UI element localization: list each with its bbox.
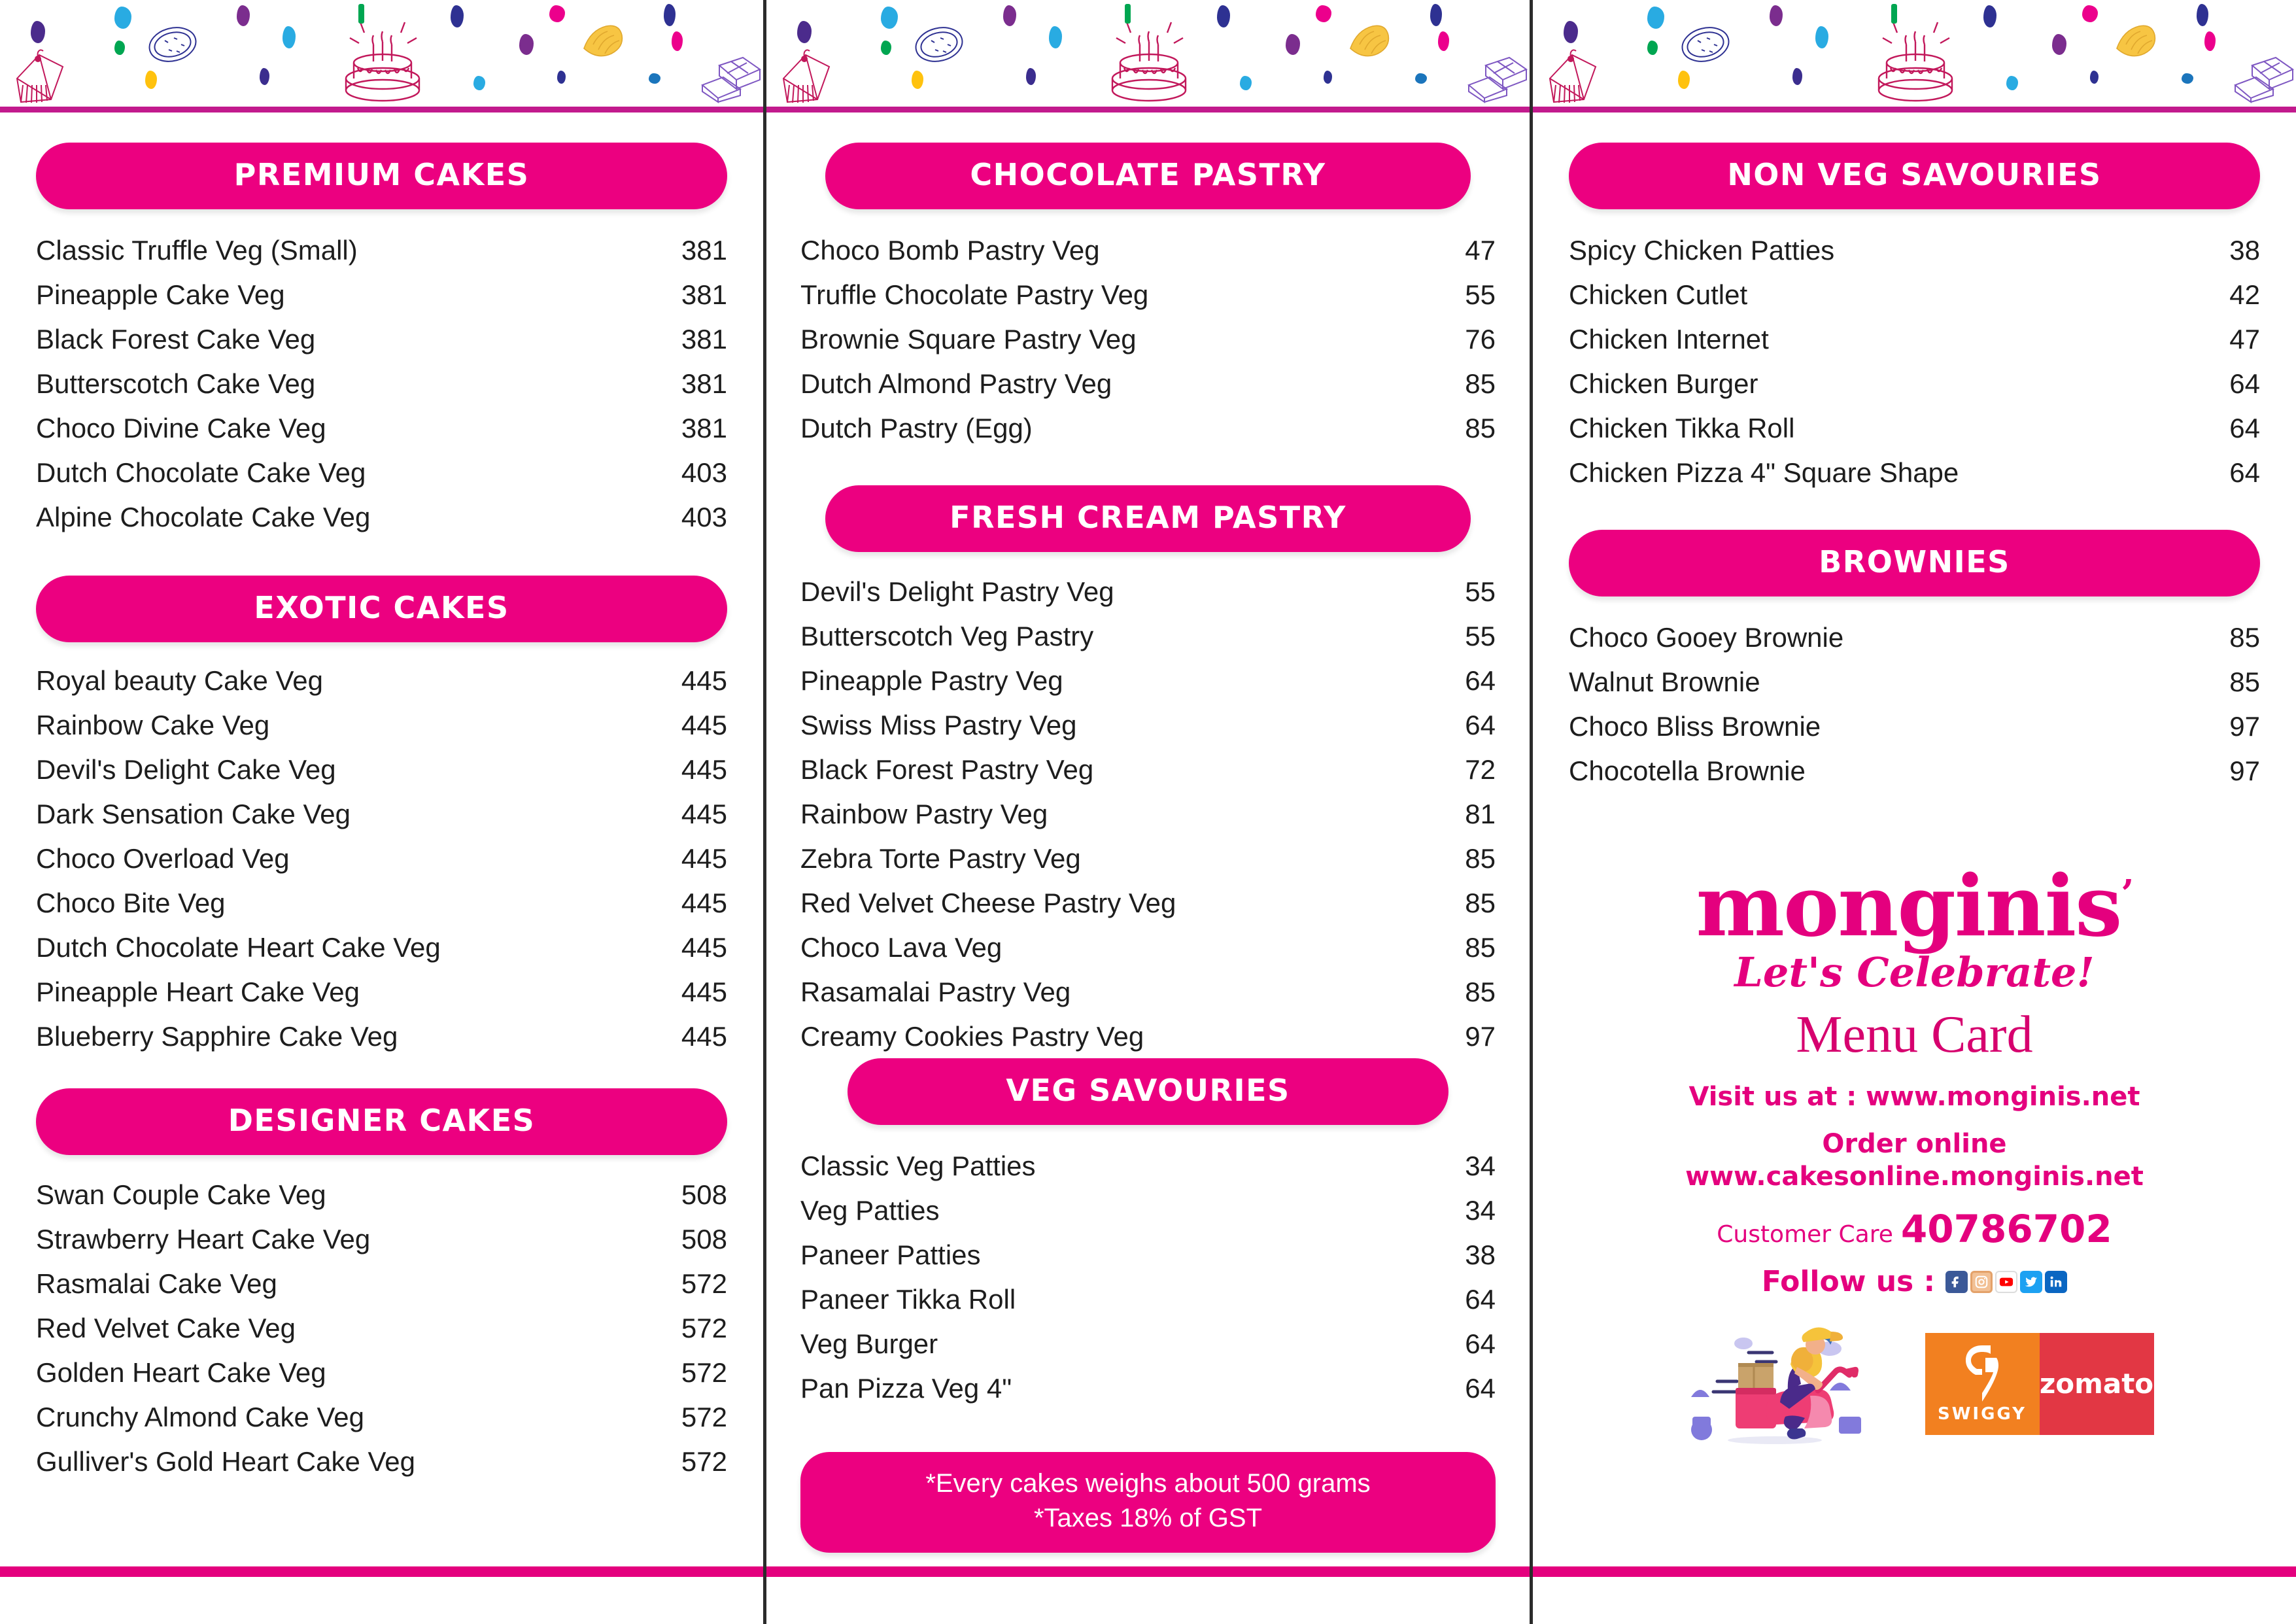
item-price: 572 (681, 1268, 727, 1299)
item-name: Devil's Delight Cake Veg (36, 754, 336, 785)
section-header-premium-cakes: PREMIUM CAKES (36, 143, 727, 209)
menu-row (36, 934, 727, 961)
item-name: Pineapple Pastry Veg (800, 665, 1063, 696)
item-list-veg-savouries (800, 1152, 1496, 1402)
item-name: Chicken Cutlet (1569, 279, 1748, 310)
confetti-piece (2204, 31, 2216, 51)
menu-row (800, 237, 1496, 264)
cake-slice-doodle-icon (12, 47, 67, 106)
item-price: 64 (1465, 665, 1496, 696)
menu-row (1569, 326, 2260, 353)
confetti-piece (1647, 7, 1664, 29)
menu-row (1569, 281, 2260, 309)
confetti-piece (1026, 68, 1036, 85)
menu-row (800, 623, 1496, 650)
confetti-piece (1983, 5, 1996, 27)
bottom-rule (1533, 1566, 2296, 1577)
youtube-icon[interactable] (1995, 1271, 2017, 1293)
birthday-cake-doodle-icon (1868, 13, 1966, 105)
menu-row (36, 667, 727, 695)
order-online-url[interactable]: www.cakesonline.monginis.net (1685, 1162, 2144, 1192)
menu-row (800, 890, 1496, 917)
item-name: Zebra Torte Pastry Veg (800, 843, 1081, 874)
bottom-rule (0, 1566, 763, 1577)
section-header-chocolate-pastry: CHOCOLATE PASTRY (825, 143, 1471, 209)
confetti-piece (1125, 4, 1131, 24)
menu-row (36, 415, 727, 442)
confetti-piece (114, 7, 131, 29)
menu-row (36, 845, 727, 872)
section-header-veg-savouries: VEG SAVOURIES (848, 1058, 1448, 1125)
item-price: 572 (681, 1313, 727, 1343)
menu-row (1569, 415, 2260, 442)
confetti-piece (557, 71, 566, 84)
cookie-doodle-icon (912, 25, 967, 64)
menu-row (800, 1330, 1496, 1358)
panel-center-body (766, 112, 1530, 1624)
menu-row (36, 1448, 727, 1476)
confetti-piece (473, 76, 485, 90)
item-price: 572 (681, 1446, 727, 1477)
item-name: Dutch Chocolate Heart Cake Veg (36, 932, 441, 963)
item-price: 64 (2229, 457, 2260, 488)
menu-row (1569, 757, 2260, 785)
item-name: Truffle Chocolate Pastry Veg (800, 279, 1149, 310)
item-name: Chicken Burger (1569, 368, 1758, 399)
item-price: 445 (681, 799, 727, 829)
confetti-piece (1217, 5, 1230, 27)
menu-row (36, 281, 727, 309)
item-name: Dutch Chocolate Cake Veg (36, 457, 366, 488)
cookie-doodle-icon (1678, 25, 1734, 64)
confetti-piece (1647, 41, 1658, 55)
confetti-piece (912, 71, 923, 89)
item-name: Golden Heart Cake Veg (36, 1357, 326, 1388)
confetti-piece (237, 5, 250, 26)
menu-row (36, 978, 727, 1006)
menu-row (1569, 624, 2260, 651)
item-name: Creamy Cookies Pastry Veg (800, 1021, 1144, 1052)
item-price: 381 (681, 413, 727, 443)
item-price: 72 (1465, 754, 1496, 785)
birthday-cake-doodle-icon (1102, 13, 1200, 105)
confetti-piece (2090, 71, 2099, 84)
item-price: 445 (681, 843, 727, 874)
section-header-designer-cakes: DESIGNER CAKES (36, 1088, 727, 1155)
disclaimer-note (800, 1452, 1496, 1553)
item-name: Black Forest Pastry Veg (800, 754, 1094, 785)
item-name: Dutch Almond Pastry Veg (800, 368, 1112, 399)
item-name: Walnut Brownie (1569, 666, 1760, 697)
item-list-exotic-cakes (36, 667, 727, 1050)
item-price: 445 (681, 1021, 727, 1052)
menu-row (1569, 713, 2260, 740)
item-name: Blueberry Sapphire Cake Veg (36, 1021, 398, 1052)
item-list-chocolate-pastry (800, 237, 1496, 442)
order-online-block (1569, 1128, 2260, 1193)
item-price: 34 (1465, 1150, 1496, 1181)
item-name: Choco Overload Veg (36, 843, 290, 874)
item-price: 64 (1465, 1373, 1496, 1404)
item-price: 445 (681, 710, 727, 740)
item-name: Veg Patties (800, 1195, 940, 1226)
confetti-piece (1430, 4, 1442, 26)
item-price: 85 (1465, 413, 1496, 443)
twitter-icon[interactable] (2020, 1271, 2042, 1293)
item-name: Veg Burger (800, 1328, 938, 1359)
disclaimer-line-1: *Every cakes weighs about 500 grams (925, 1469, 1371, 1498)
item-name: Devil's Delight Pastry Veg (800, 576, 1114, 607)
confetti-piece (519, 34, 534, 55)
item-price: 403 (681, 502, 727, 532)
menu-row (1569, 459, 2260, 487)
confetti-piece (1891, 4, 1897, 24)
item-price: 445 (681, 754, 727, 785)
confetti-piece (881, 7, 898, 29)
menu-row (36, 1226, 727, 1253)
confetti-piece (2082, 5, 2098, 22)
item-price: 76 (1465, 324, 1496, 354)
section-header-non-veg-savouries: NON VEG SAVOURIES (1569, 143, 2260, 209)
confetti-piece (1240, 76, 1252, 90)
chocolate-bar-doodle-icon (1466, 51, 1528, 103)
item-name: Choco Lava Veg (800, 932, 1002, 963)
panel-center (766, 0, 1533, 1624)
swiggy-label: SWIGGY (1937, 1404, 2027, 1424)
confetti-piece (881, 41, 891, 55)
menu-row (36, 370, 727, 398)
item-name: Rasmalai Cake Veg (36, 1268, 277, 1299)
item-name: Swan Couple Cake Veg (36, 1179, 326, 1210)
delivery-partners (1569, 1319, 2260, 1449)
confetti-piece (664, 4, 676, 26)
confetti-piece (2006, 76, 2018, 90)
menu-row (800, 1286, 1496, 1313)
item-name: Choco Bliss Brownie (1569, 711, 1821, 742)
zomato-label: zomato (2039, 1368, 2154, 1400)
confetti-piece (797, 21, 812, 43)
website-line[interactable]: Visit us at : www.monginis.net (1688, 1082, 2140, 1112)
menu-row (36, 756, 727, 784)
menu-row (800, 1197, 1496, 1224)
item-name: Classic Veg Patties (800, 1150, 1036, 1181)
item-price: 47 (2229, 324, 2260, 354)
item-name: Chicken Internet (1569, 324, 1769, 354)
logo-tick-icon: ’ (2121, 871, 2133, 916)
item-price: 64 (2229, 368, 2260, 399)
brand-block (1569, 857, 2260, 1449)
menu-row (36, 504, 727, 531)
item-name: Butterscotch Veg Pastry (800, 621, 1094, 651)
item-price: 34 (1465, 1195, 1496, 1226)
cake-slice-doodle-icon (778, 47, 834, 106)
menu-row (36, 712, 727, 739)
menu-row (800, 415, 1496, 442)
menu-row (36, 890, 727, 917)
chocolate-bar-doodle-icon (700, 51, 762, 103)
confetti-piece (31, 21, 45, 43)
item-list-non-veg-savouries (1569, 237, 2260, 487)
menu-row (36, 1404, 727, 1431)
item-price: 97 (2229, 711, 2260, 742)
item-name: Strawberry Heart Cake Veg (36, 1224, 371, 1254)
swiggy-logo[interactable] (1925, 1333, 2040, 1435)
confetti-piece (451, 5, 464, 27)
item-price: 381 (681, 368, 727, 399)
item-price: 38 (2229, 235, 2260, 266)
menu-card-title: Menu Card (1796, 1006, 2033, 1063)
item-price: 81 (1465, 799, 1496, 829)
item-price: 381 (681, 324, 727, 354)
customer-care (1569, 1207, 2260, 1251)
item-price: 508 (681, 1224, 727, 1254)
app-logos (1925, 1333, 2154, 1435)
item-price: 42 (2229, 279, 2260, 310)
item-name: Chicken Pizza 4" Square Shape (1569, 457, 1959, 488)
confetti-piece (1049, 26, 1062, 48)
menu-row (800, 1241, 1496, 1269)
item-price: 508 (681, 1179, 727, 1210)
confetti-piece (1678, 71, 1690, 89)
item-name: Dutch Pastry (Egg) (800, 413, 1033, 443)
menu-row (800, 845, 1496, 872)
menu-row (800, 934, 1496, 961)
confetti-band-right (1533, 0, 2296, 112)
item-name: Alpine Chocolate Cake Veg (36, 502, 371, 532)
menu-row (800, 1375, 1496, 1402)
panel-right (1533, 0, 2296, 1624)
confetti-piece (1770, 5, 1783, 26)
section-header-brownies: BROWNIES (1569, 530, 2260, 596)
confetti-piece (2182, 73, 2193, 84)
confetti-piece (1564, 21, 1578, 43)
menu-row (800, 1023, 1496, 1050)
confetti-piece (114, 41, 125, 55)
menu-row (36, 1315, 727, 1342)
social-icons (1945, 1271, 2067, 1293)
item-price: 445 (681, 932, 727, 963)
confetti-piece (2197, 4, 2208, 26)
menu-row (36, 801, 727, 828)
item-price: 572 (681, 1357, 727, 1388)
panel-left (0, 0, 766, 1624)
menu-row (1569, 668, 2260, 696)
item-price: 64 (1465, 710, 1496, 740)
confetti-piece (283, 26, 296, 48)
item-price: 64 (1465, 1284, 1496, 1315)
confetti-piece (649, 73, 660, 84)
menu-row (800, 578, 1496, 606)
confetti-piece (1286, 34, 1300, 55)
cake-slice-doodle-icon (1545, 47, 1600, 106)
bottom-rule (766, 1566, 1530, 1577)
follow-us (1569, 1265, 2260, 1298)
menu-row (36, 237, 727, 264)
item-name: Swiss Miss Pastry Veg (800, 710, 1077, 740)
menu-row (800, 801, 1496, 828)
item-name: Paneer Patties (800, 1239, 981, 1270)
confetti-piece (1415, 73, 1427, 84)
menu-row (800, 370, 1496, 398)
confetti-band-left (0, 0, 763, 112)
confetti-piece (549, 5, 565, 22)
item-price: 85 (1465, 843, 1496, 874)
item-price: 85 (1465, 368, 1496, 399)
item-price: 445 (681, 976, 727, 1007)
menu-row (1569, 237, 2260, 264)
item-name: Pineapple Cake Veg (36, 279, 285, 310)
menu-row (800, 326, 1496, 353)
menu-row (800, 667, 1496, 695)
confetti-piece (1324, 71, 1332, 84)
item-list-premium-cakes (36, 237, 727, 531)
croissant-doodle-icon (1343, 18, 1395, 64)
item-name: Black Forest Cake Veg (36, 324, 316, 354)
swiggy-mark-icon (1964, 1345, 2000, 1402)
confetti-piece (1438, 31, 1449, 51)
menu-row (36, 459, 727, 487)
item-name: Pineapple Heart Cake Veg (36, 976, 360, 1007)
item-name: Chicken Tikka Roll (1569, 413, 1795, 443)
menu-row (1569, 370, 2260, 398)
customer-care-number[interactable]: 40786702 (1900, 1207, 2112, 1251)
confetti-piece (260, 68, 269, 85)
item-name: Choco Gooey Brownie (1569, 622, 1844, 653)
item-price: 85 (2229, 622, 2260, 653)
birthday-cake-doodle-icon (335, 13, 434, 105)
item-price: 64 (1465, 1328, 1496, 1359)
customer-care-label: Customer Care (1717, 1221, 1893, 1248)
item-name: Rainbow Cake Veg (36, 710, 270, 740)
item-list-brownies (1569, 624, 2260, 785)
order-online-label: Order online (1822, 1129, 2007, 1159)
menu-row (800, 712, 1496, 739)
item-price: 445 (681, 888, 727, 918)
item-price: 64 (2229, 413, 2260, 443)
monginis-logo (1696, 857, 2133, 956)
item-list-designer-cakes (36, 1181, 727, 1476)
item-name: Butterscotch Cake Veg (36, 368, 316, 399)
menu-row (36, 1359, 727, 1387)
confetti-piece (1792, 68, 1802, 85)
menu-row (800, 1152, 1496, 1180)
cookie-doodle-icon (145, 25, 201, 64)
item-price: 38 (1465, 1239, 1496, 1270)
confetti-piece (1003, 5, 1016, 26)
section-header-exotic-cakes: EXOTIC CAKES (36, 576, 727, 642)
item-name: Pan Pizza Veg 4" (800, 1373, 1012, 1404)
item-price: 47 (1465, 235, 1496, 266)
item-price: 572 (681, 1402, 727, 1432)
item-name: Classic Truffle Veg (Small) (36, 235, 358, 266)
item-price: 381 (681, 235, 727, 266)
delivery-scooter-illustration (1675, 1319, 1891, 1449)
croissant-doodle-icon (2109, 18, 2161, 64)
item-price: 381 (681, 279, 727, 310)
menu-row (800, 756, 1496, 784)
confetti-band-center (766, 0, 1530, 112)
item-name: Royal beauty Cake Veg (36, 665, 323, 696)
menu-row (800, 281, 1496, 309)
item-list-fresh-cream-pastry (800, 578, 1496, 1050)
menu-row (36, 1181, 727, 1209)
item-name: Choco Bite Veg (36, 888, 226, 918)
zomato-logo[interactable] (2040, 1333, 2154, 1435)
facebook-icon[interactable] (1945, 1271, 1968, 1293)
menu-row (36, 1270, 727, 1298)
confetti-piece (672, 31, 683, 51)
item-price: 97 (2229, 755, 2260, 786)
disclaimer-line-2: *Taxes 18% of GST (1033, 1503, 1263, 1532)
follow-us-label: Follow us : (1761, 1265, 1936, 1298)
confetti-piece (358, 4, 364, 24)
item-name: Rasamalai Pastry Veg (800, 976, 1071, 1007)
confetti-piece (2052, 34, 2066, 55)
chocolate-bar-doodle-icon (2233, 51, 2295, 103)
confetti-piece (1316, 5, 1331, 22)
item-price: 55 (1465, 279, 1496, 310)
item-name: Dark Sensation Cake Veg (36, 799, 351, 829)
item-price: 85 (2229, 666, 2260, 697)
item-name: Red Velvet Cheese Pastry Veg (800, 888, 1176, 918)
item-price: 85 (1465, 888, 1496, 918)
section-header-fresh-cream-pastry: FRESH CREAM PASTRY (825, 485, 1471, 552)
linkedin-icon[interactable] (2045, 1271, 2067, 1293)
item-name: Brownie Square Pastry Veg (800, 324, 1137, 354)
item-name: Paneer Tikka Roll (800, 1284, 1016, 1315)
confetti-piece (145, 71, 157, 89)
menu-row (36, 326, 727, 353)
panel-left-body (0, 112, 763, 1624)
confetti-piece (1815, 26, 1828, 48)
panel-right-body (1533, 112, 2296, 1624)
item-name: Rainbow Pastry Veg (800, 799, 1048, 829)
item-name: Spicy Chicken Patties (1569, 235, 1835, 266)
item-price: 445 (681, 665, 727, 696)
instagram-icon[interactable] (1970, 1271, 1993, 1293)
item-name: Crunchy Almond Cake Veg (36, 1402, 364, 1432)
item-name: Red Velvet Cake Veg (36, 1313, 296, 1343)
croissant-doodle-icon (576, 18, 628, 64)
item-price: 403 (681, 457, 727, 488)
menu-row (36, 1023, 727, 1050)
monginis-wordmark: monginis (1696, 857, 2121, 956)
item-price: 97 (1465, 1021, 1496, 1052)
brand-tagline: Let's Celebrate! (1734, 948, 2095, 996)
menu-row (800, 978, 1496, 1006)
item-price: 55 (1465, 576, 1496, 607)
item-price: 55 (1465, 621, 1496, 651)
item-name: Choco Divine Cake Veg (36, 413, 326, 443)
item-name: Chocotella Brownie (1569, 755, 1806, 786)
item-price: 85 (1465, 976, 1496, 1007)
item-name: Choco Bomb Pastry Veg (800, 235, 1100, 266)
item-name: Gulliver's Gold Heart Cake Veg (36, 1446, 415, 1477)
item-price: 85 (1465, 932, 1496, 963)
